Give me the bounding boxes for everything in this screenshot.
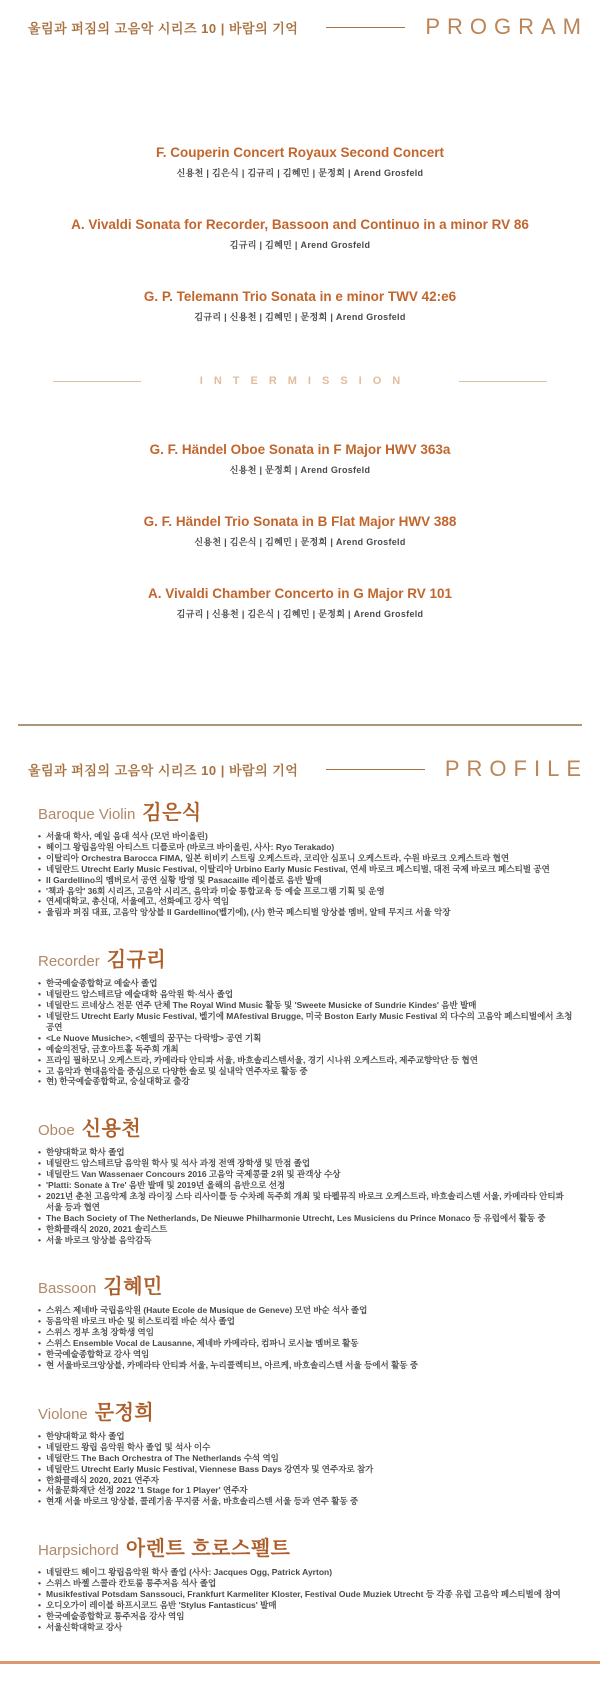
performer-profile — [38, 796, 574, 918]
bio-bullet: • 고 음악과 현대음악을 중심으로 다양한 솔로 및 실내악 연주자로 활동 중 — [38, 1066, 574, 1077]
program-section-label: PROGRAM — [425, 14, 588, 39]
profiles-section — [0, 796, 600, 1633]
profile-heading — [38, 1270, 574, 1299]
profile-name: 아렌트 흐로스펠트 — [125, 1538, 291, 1561]
profile-instrument: Oboe — [38, 1122, 75, 1140]
profile-name: 김규리 — [106, 949, 167, 972]
profile-instrument: Baroque Violin — [38, 806, 136, 823]
profile-instrument: Recorder — [38, 953, 100, 971]
bio-bullet: • 현재 서울 바로크 앙상블, 콜레기움 무지쿰 서울, 바흐솔리스텐 서울 등과 연주 활동 중 — [38, 1496, 574, 1507]
header-rule-line — [326, 27, 405, 28]
bio-bullet: • 서울 바로크 앙상블 음악감독 — [38, 1235, 574, 1246]
profile-bio-list — [38, 1305, 574, 1370]
profile-bio-list — [38, 831, 574, 918]
bio-bullet: • Musikfestival Potsdam Sanssouci, Frankfurt Karmeliter Kloster, Festival Oude Muziek Utrecht 등 각종 유럽 고음악 페스티벌에 참여 — [38, 1589, 574, 1600]
piece-performers: 김규리 | 신용천 | 김은식 | 김혜민 | 문정희 | Arend Grosfeld — [176, 609, 424, 619]
profile-heading — [38, 943, 574, 972]
bio-bullet: • 오디오가이 레이블 하프시코드 음반 'Stylus Fantasticus' 발매 — [38, 1600, 574, 1611]
profile-bio-list — [38, 978, 574, 1087]
bio-bullet: • 'Platti: Sonate à Tre' 음반 발매 및 2019년 올해의 음반으로 선정 — [38, 1180, 574, 1191]
bio-bullet: • 네덜란드 Van Wassenaer Concours 2016 고음악 국제콩쿨 2위 및 관객상 수상 — [38, 1169, 574, 1180]
intermission — [0, 375, 600, 387]
profile-name: 신용천 — [81, 1118, 142, 1141]
bio-bullet: • 네덜란드 암스테르담 음악원 학사 및 석사 과정 전액 장학생 및 만점 졸업 — [38, 1158, 574, 1169]
bio-bullet: • 연세대학교, 총신대, 서울예고, 선화예고 강사 역임 — [38, 896, 574, 907]
bio-bullet: • 한양대학교 학사 졸업 — [38, 1431, 574, 1442]
piece-title: F. Couperin Concert Royaux Second Concert — [155, 145, 445, 160]
series-title: 울림과 퍼짐의 고음악 시리즈 10 | 바람의 기억 — [28, 20, 299, 36]
header-rule-line — [326, 769, 424, 770]
bio-bullet: • 네덜란드 헤이그 왕립음악원 학사 졸업 (사사: Jacques Ogg, Patrick Ayrton) — [38, 1567, 574, 1578]
profile-name: 김혜민 — [103, 1276, 163, 1299]
bio-bullet: • 현 서울바로크앙상블, 카메라타 안티콰 서울, 누리콜렉티브, 아르케, 바흐솔리스텐 서울 등에서 활동 중 — [38, 1360, 574, 1371]
bio-bullet: • 2021년 춘천 고음악제 초청 라이징 스타 리사이틀 등 수차례 독주회 개최 및 타펠뮤직 바로크 오케스트라, 바흐솔리스텐 서울, 카메라타 안티콰 서울 등과 협연 — [38, 1191, 574, 1213]
bio-bullet: • 네덜란드 르네상스 전문 연주 단체 The Royal Wind Music 활동 및 'Sweete Musicke of Sundrie Kindes' 음반 발매 — [38, 1000, 574, 1011]
bio-bullet: • 한양대학교 학사 졸업 — [38, 1147, 574, 1158]
bio-bullet: • 예술의전당, 금호아트홀 독주회 개최 — [38, 1044, 574, 1055]
bio-bullet: • 이탈리아 Orchestra Barocca FIMA, 일본 히비키 스트링 오케스트라, 코리안 심포니 오케스트라, 수원 바로크 오케스트라 협연 — [38, 853, 574, 864]
piece-title: A. Vivaldi Sonata for Recorder, Bassoon and Continuo in a minor RV 86 — [71, 217, 529, 232]
bio-bullet: • 네덜란드 왕립 음악원 학사 졸업 및 석사 이수 — [38, 1442, 574, 1453]
bio-bullet: • 한화클래식 2020, 2021 솔리스트 — [38, 1224, 574, 1235]
bio-bullet: • 네덜란드 Utrecht Early Music Festival, 벨기에 MAfestival Brugge, 미국 Boston Early Music Festival 외 다수의 고음악 페스티벌에서 초청 공연 — [38, 1011, 574, 1033]
program-piece — [0, 441, 600, 476]
bio-bullet: • 스위스 정부 초청 장학생 역임 — [38, 1327, 574, 1338]
profile-bio-list — [38, 1431, 574, 1507]
profile-heading — [38, 1532, 574, 1561]
program-header — [0, 14, 600, 40]
profile-instrument: Harpsichord — [38, 1542, 119, 1560]
footer-accent-line — [0, 1661, 600, 1664]
performer-profile — [38, 1532, 574, 1632]
bio-bullet: • 한국예술종합학교 강사 역임 — [38, 1349, 574, 1360]
program-first-half — [0, 144, 600, 323]
bio-bullet: • Il Gardellino의 멤버로서 공연 실황 방영 및 Pasacaille 레이블로 음반 발매 — [38, 875, 574, 886]
bio-bullet: • 서울문화재단 선정 2022 '1 Stage for 1 Player' 연주자 — [38, 1485, 574, 1496]
piece-title: G. F. Händel Trio Sonata in B Flat Major HWV 388 — [143, 514, 457, 529]
profile-name: 문정희 — [94, 1401, 155, 1424]
bio-bullet: • 스위스 Ensemble Vocal de Lausanne, 제네바 카메라타, 컴파니 로시뇰 멤버로 활동 — [38, 1338, 574, 1349]
intermission-line-left — [53, 381, 141, 382]
profile-heading — [38, 1112, 574, 1141]
profile-header — [0, 756, 600, 782]
performer-profile — [38, 1270, 574, 1370]
bio-bullet: • 서울신학대학교 강사 — [38, 1622, 574, 1633]
bio-bullet: • 프라임 필하모니 오케스트라, 카메라타 안티콰 서울, 바흐솔리스텐서울, 경기 시나위 오케스트라, 제주교향악단 등 협연 — [38, 1055, 574, 1066]
bio-bullet: • 스위스 바젤 스콜라 칸토룸 통주저음 석사 졸업 — [38, 1578, 574, 1589]
program-piece — [0, 585, 600, 620]
performer-profile — [38, 943, 574, 1087]
piece-performers: 신용천 | 문정희 | Arend Grosfeld — [229, 465, 371, 475]
bio-bullet: • '책과 음악' 36회 시리즈, 고음악 시리즈, 음악과 미술 통합교육 등 예술 프로그램 기획 및 운영 — [38, 886, 574, 897]
bio-bullet: • 네덜란드 Utrecht Early Music Festival, 이탈리아 Urbino Early Music Festival, 연세 바로크 페스티벌, 대전 국제 바로크 페스티벌 공연 — [38, 864, 574, 875]
bio-bullet: • 네덜란드 The Bach Orchestra of The Netherlands 수석 역임 — [38, 1453, 574, 1464]
bio-bullet: • <Le Nuove Musiche>, <헨델의 꿈꾸는 다락방> 공연 기획 — [38, 1033, 574, 1044]
program-piece — [0, 216, 600, 251]
performer-profile — [38, 1396, 574, 1507]
bio-bullet: • 서울대 학사, 예일 음대 석사 (모던 바이올린) — [38, 831, 574, 842]
bio-bullet: • 한화클래식 2020, 2021 연주자 — [38, 1475, 574, 1486]
program-second-half — [0, 441, 600, 620]
bio-bullet: • The Bach Society of The Netherlands, De Nieuwe Philharmonie Utrecht, Les Musiciens du Prince Monaco 등 유럽에서 활동 중 — [38, 1213, 574, 1224]
piece-title: G. F. Händel Oboe Sonata in F Major HWV 363a — [149, 442, 451, 457]
program-piece — [0, 144, 600, 179]
bio-bullet: • 네덜란드 Utrecht Early Music Festival, Viennese Bass Days 강연자 및 연주자로 참가 — [38, 1464, 574, 1475]
piece-performers: 신용천 | 김은식 | 김혜민 | 문정희 | Arend Grosfeld — [194, 537, 406, 547]
series-title: 울림과 퍼짐의 고음악 시리즈 10 | 바람의 기억 — [28, 762, 299, 778]
piece-performers: 김규리 | 김혜민 | Arend Grosfeld — [229, 240, 371, 250]
intermission-label: INTERMISSION — [199, 375, 412, 387]
performer-profile — [38, 1112, 574, 1245]
profile-instrument: Violone — [38, 1405, 88, 1423]
program-piece — [0, 513, 600, 548]
section-divider-line — [18, 724, 582, 726]
bio-bullet: • 한국예술종합학교 통주저음 강사 역임 — [38, 1611, 574, 1622]
profile-bio-list — [38, 1147, 574, 1245]
program-piece — [0, 288, 600, 323]
profile-bio-list — [38, 1567, 574, 1632]
profile-heading — [38, 796, 574, 825]
profile-heading — [38, 1396, 574, 1425]
bio-bullet: • 현) 한국예술종합학교, 숭실대학교 출강 — [38, 1076, 574, 1087]
piece-title: G. P. Telemann Trio Sonata in e minor TWV 42:e6 — [143, 289, 457, 304]
profile-instrument: Bassoon — [38, 1280, 97, 1298]
bio-bullet: • 헤이그 왕립음악원 아티스트 디플로마 (바로크 바이올린, 사사: Ryo Terakado) — [38, 842, 574, 853]
profile-section-label: PROFILE — [444, 756, 588, 781]
piece-title: A. Vivaldi Chamber Concerto in G Major RV 101 — [147, 586, 453, 601]
piece-performers: 김규리 | 신용천 | 김혜민 | 문정희 | Arend Grosfeld — [194, 312, 406, 322]
bio-bullet: • 울림과 퍼짐 대표, 고음악 앙상블 Il Gardellino(벨기에), (사) 한국 페스티벌 앙상블 멤버, 알테 무지크 서울 악장 — [38, 907, 574, 918]
bio-bullet: • 네덜란드 암스테르담 예술대학 음악원 학·석사 졸업 — [38, 989, 574, 1000]
piece-performers: 신용천 | 김은식 | 김규리 | 김혜민 | 문정희 | Arend Grosfeld — [176, 168, 424, 178]
bio-bullet: • 한국예술종합학교 예술사 졸업 — [38, 978, 574, 989]
bio-bullet: • 동음악원 바로크 바순 및 히스토리컬 바순 석사 졸업 — [38, 1316, 574, 1327]
intermission-line-right — [459, 381, 547, 382]
bio-bullet: • 스위스 제네바 국립음악원 (Haute Ecole de Musique de Geneve) 모던 바순 석사 졸업 — [38, 1305, 574, 1316]
profile-name: 김은식 — [142, 802, 202, 824]
